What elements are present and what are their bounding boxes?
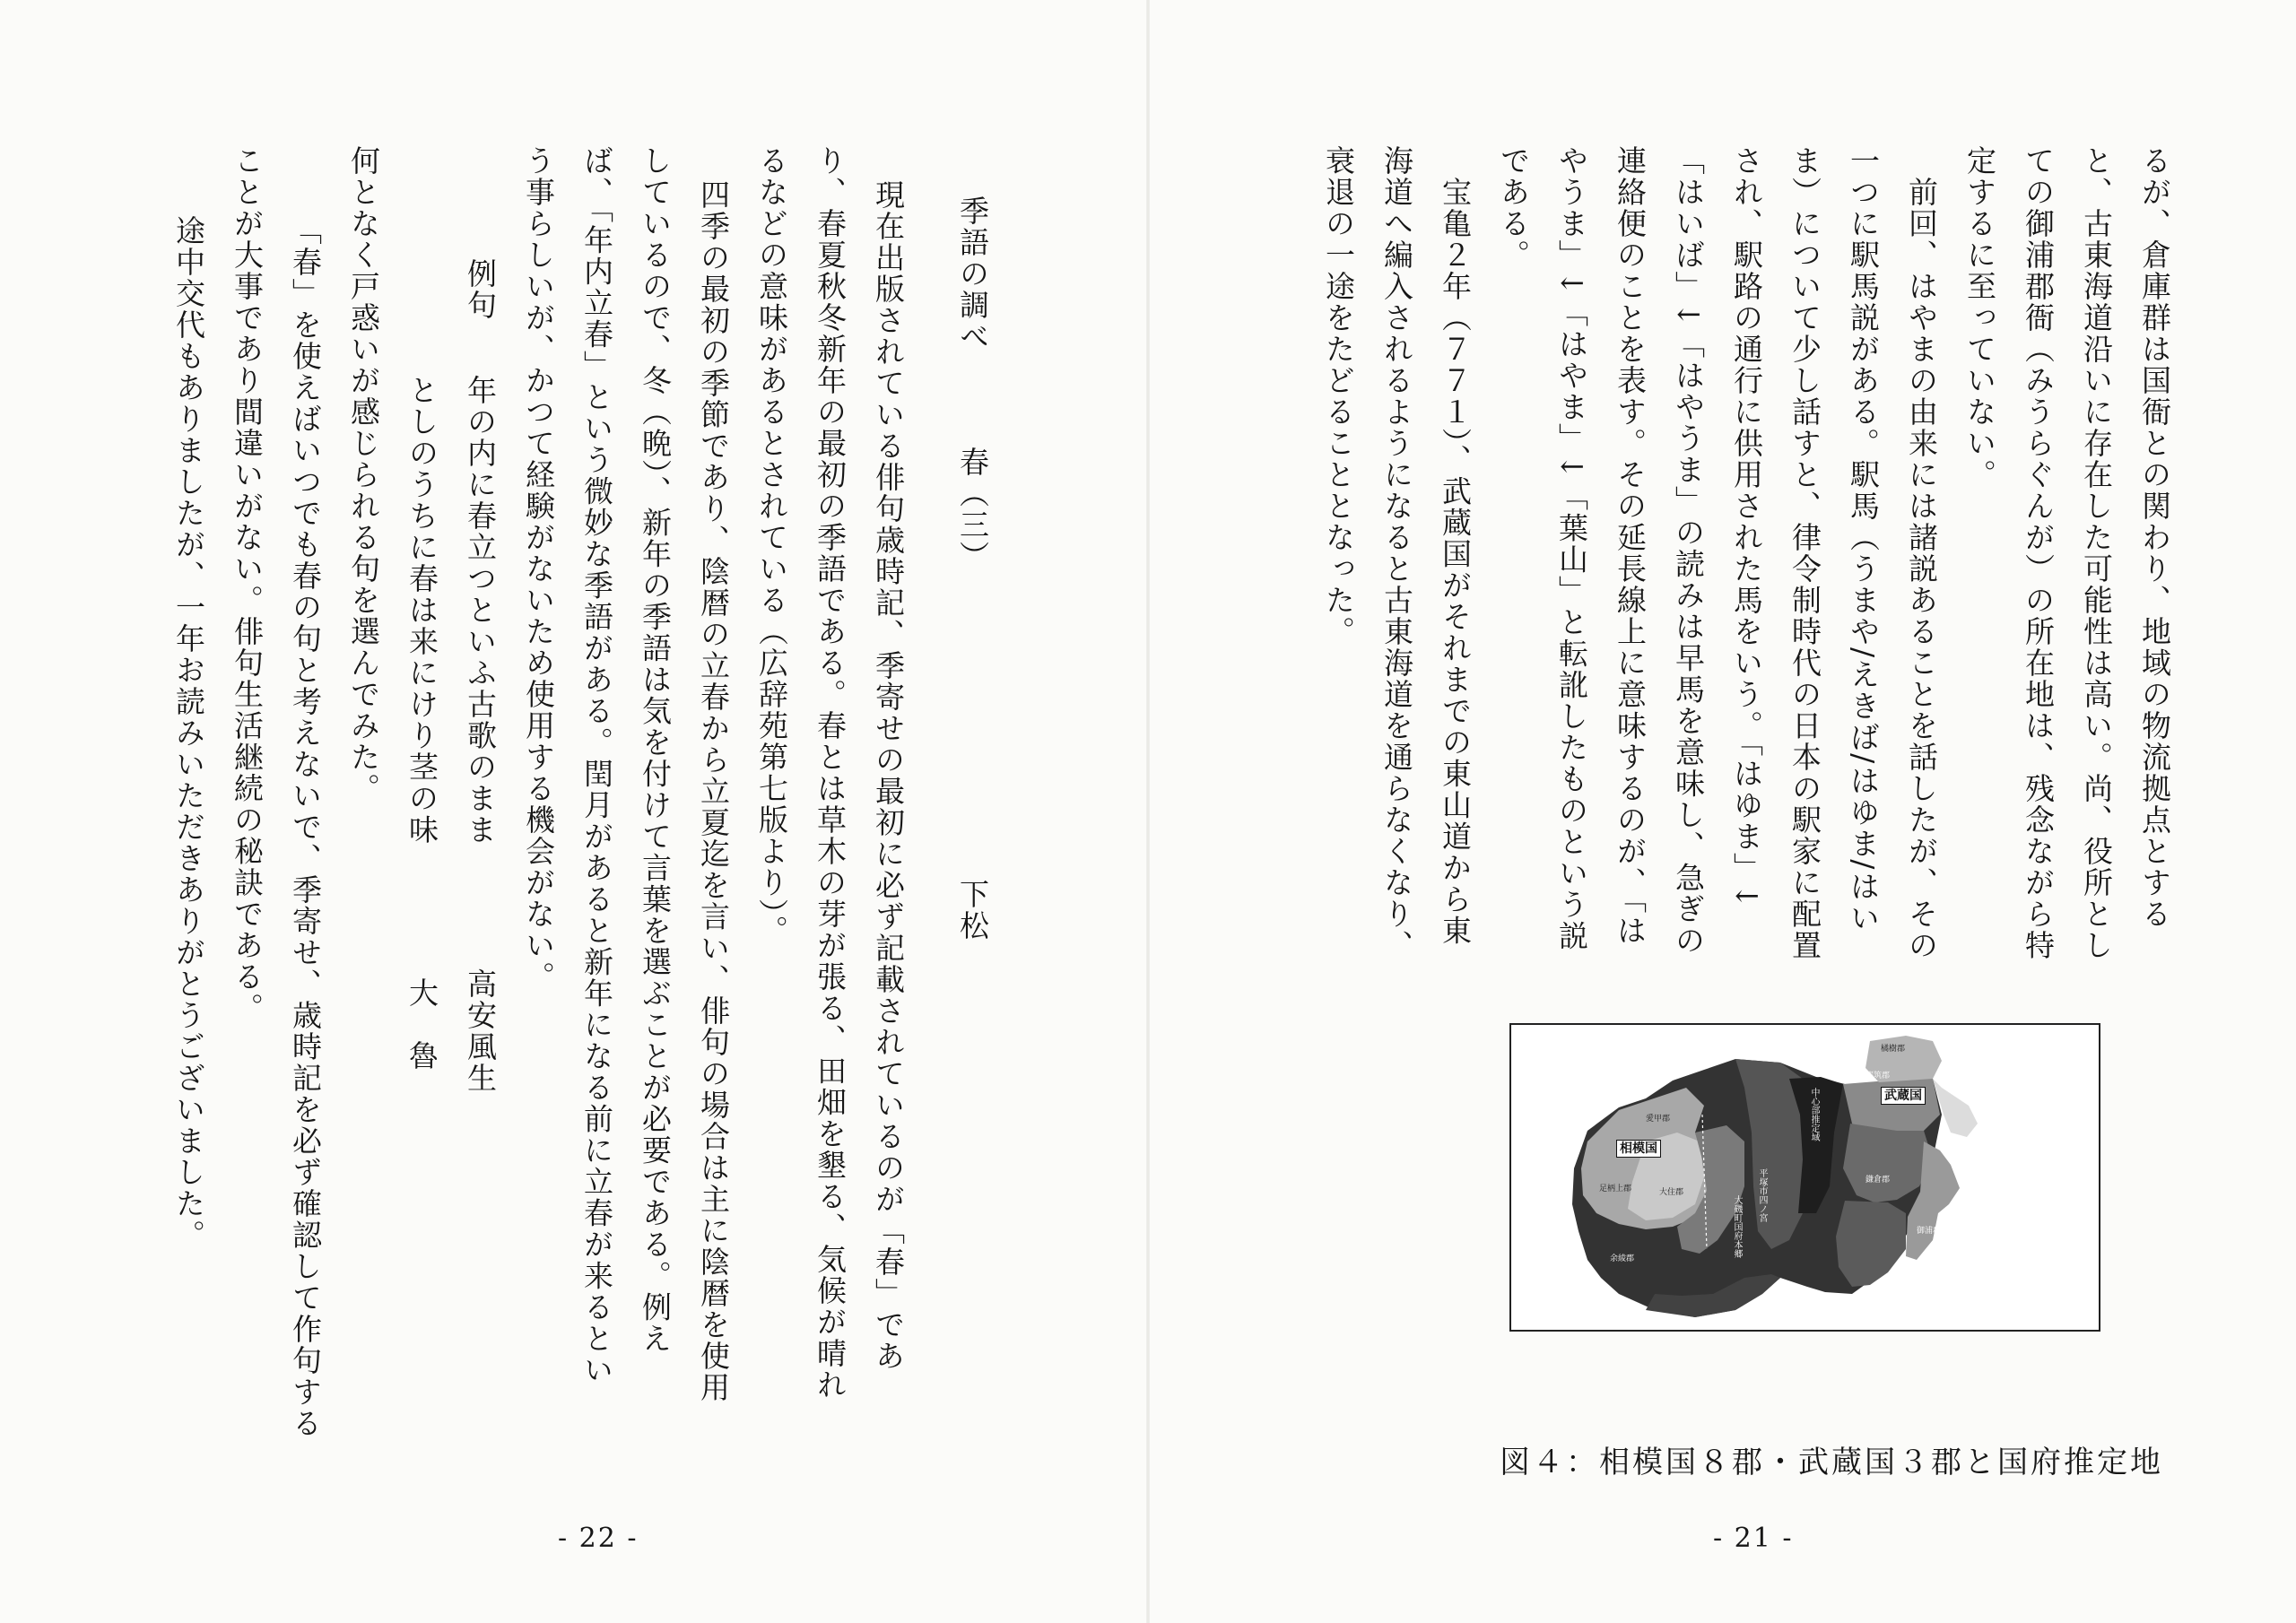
history-line: である。 xyxy=(1496,145,1531,271)
history-line: 「はいば」↓「はやうま」の読みは早馬を意味し、急ぎの xyxy=(1671,145,1706,957)
closing-line: 何となく戸惑いが感じられる句を選んでみた。 xyxy=(346,145,381,804)
history-line: と、古東海道沿いに存在した可能性は高い。尚、役所とし xyxy=(2079,145,2114,961)
history-line: 海道へ編入されるようになると古東海道を通らなくなり、 xyxy=(1379,145,1414,961)
essay-line: う事らしいが、かつて経験がないため使用する機会がない。 xyxy=(521,145,556,993)
map-label-gun-b: 都筑郡 xyxy=(1866,1072,1891,1081)
essay-line: るなどの意味があるとされている（広辞苑第七版より）。 xyxy=(754,145,789,947)
map-label-line-b: 平塚市四ノ宮 xyxy=(1757,1168,1767,1222)
history-line: るが、倉庫群は国衙との関わり、地域の物流拠点とする xyxy=(2137,145,2172,930)
page-number-22: - 22 - xyxy=(558,1523,639,1554)
history-line: やうま」↓「はやま」↓「葉山」と転訛したものという説 xyxy=(1554,145,1589,952)
map-label-gun-h: 余綾郡 xyxy=(1610,1254,1635,1263)
history-line: され、駅路の通行に供用された馬をいう。「はゆま」↓ xyxy=(1729,145,1764,911)
history-line: ての御浦郡衙（みうらぐんが）の所在地は、残念ながら特 xyxy=(2021,145,2056,961)
page-number-21: - 21 - xyxy=(1713,1523,1794,1554)
map-label-line-c: 大磯町国府本郷 xyxy=(1732,1195,1742,1258)
history-line: 定するに至っていない。 xyxy=(1962,145,1997,490)
history-line: 衰退の一途をたどることとなった。 xyxy=(1321,145,1356,647)
history-line: 宝亀２年（７７１）、武蔵国がそれまでの東山道から東 xyxy=(1438,145,1473,947)
essay-line: ば、「年内立春」という微妙な季語がある。閏月があると新年になる前に立春が来るとい xyxy=(579,145,614,1386)
essay-line: 現在出版されている俳句歳時記、季寄せの最初に必ず記載されているのが「春」であ xyxy=(871,179,906,1372)
figure-caption: 図４：相模国８郡・武蔵国３郡と国府推定地 xyxy=(1500,1445,2163,1480)
closing-line: ことが大事であり間違いがない。俳句生活継続の秘訣である。 xyxy=(230,145,265,1024)
closing-line: 「春」を使えばいつでも春の句と考えないで、季寄せ、歳時記を必ず確認して作句する xyxy=(288,215,323,1439)
map-label-gun-c: 愛甲郡 xyxy=(1646,1115,1671,1124)
map-label-line-a: 中心部推定域 xyxy=(1809,1088,1819,1141)
essay-line: り、春夏秋冬新年の最初の季語である。春とは草木の芽が張る、田畑を墾る、気候が晴れ xyxy=(813,145,848,1401)
essay-author: 下松 xyxy=(955,879,990,942)
map-label-gun-f: 鎌倉郡 xyxy=(1866,1176,1891,1185)
example-poet: 高安風生 xyxy=(463,968,498,1094)
map-label-gun-d: 足柄上郡 xyxy=(1599,1185,1632,1193)
history-line: ま）について少し話すと、律令制時代の日本の駅家に配置 xyxy=(1787,145,1822,961)
history-line: 一つに駅馬説がある。駅馬（うまや/えきば/はゆま/はい xyxy=(1846,145,1881,934)
history-line: 連絡便のことを表す。その延長線上に意味するのが、「は xyxy=(1613,145,1648,947)
map-label-musashi: 武蔵国 xyxy=(1881,1087,1926,1105)
essay-title: 季語の調べ 春（三） xyxy=(955,195,990,572)
map-figure xyxy=(1509,1023,2100,1332)
right-page xyxy=(1148,0,2296,1623)
history-line: 前回、はやまの由来には諸説あることを話したが、その xyxy=(1904,145,1939,961)
example-poet: 大 魯 xyxy=(404,977,439,1072)
map-label-gun-e: 大住郡 xyxy=(1659,1188,1684,1197)
closing-line: 途中交代もありましたが、一年お読みいただきありがとうございました。 xyxy=(171,215,206,1251)
map-label-gun-a: 橘樹郡 xyxy=(1881,1045,1906,1054)
example-heading: 例句 xyxy=(463,258,498,321)
map-graphic xyxy=(1511,1025,2099,1330)
map-label-sagami: 相模国 xyxy=(1616,1140,1661,1158)
map-label-gun-g: 御浦郡 xyxy=(1917,1227,1942,1236)
essay-line: しているので、冬（晩）、新年の季語は気を付けて言葉を選ぶことが必要である。例え xyxy=(638,145,673,1355)
essay-line: 四季の最初の季節であり、陰暦の立春から立夏迄を言い、俳句の場合は主に陰暦を使用 xyxy=(696,179,731,1403)
example-poem: 年の内に春立つといふ古歌のまま xyxy=(463,375,498,846)
example-poem: としのうちに春は来にけり茎の味 xyxy=(404,375,439,846)
